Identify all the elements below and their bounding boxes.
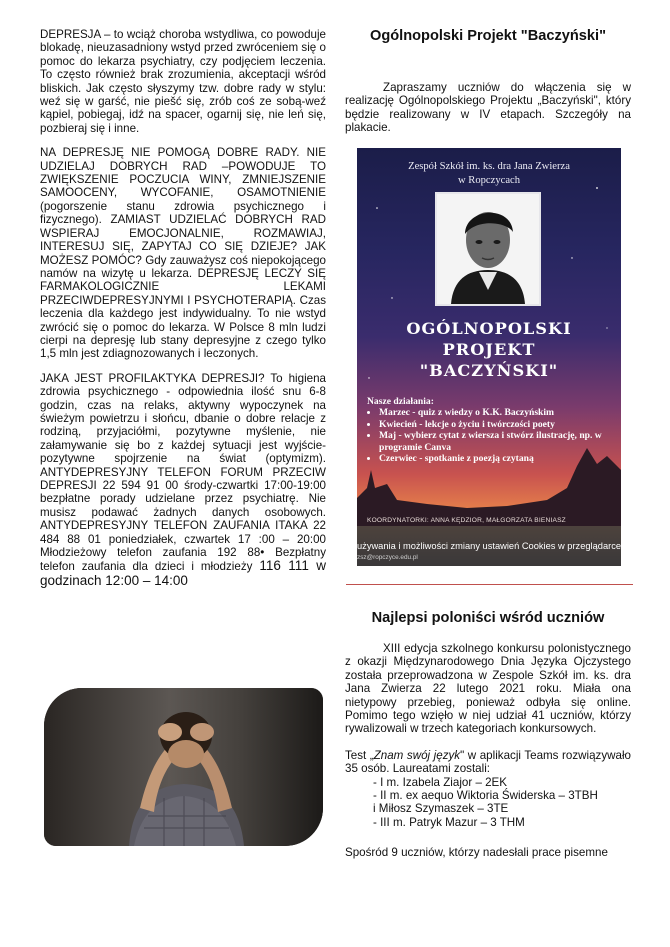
poster-coordinators: KOORDYNATORKI: ANNA KĘDZIOR, MAŁGORZATA BIENIASZ bbox=[367, 517, 566, 524]
depression-paragraph-3 bbox=[40, 372, 326, 589]
test-paragraph: Test „Znam swój język" w aplikacji Teams rozwiązywało 35 osób. Laureatami zostali: bbox=[345, 748, 631, 776]
right-column bbox=[345, 28, 631, 135]
prevention-text: JAKA JEST PROFILAKTYKA DEPRESJI? To higiena zdrowia psychicznego - odpowiednia ilość snu 6-8 godzin, czas na relaks, aktywny wypoczynek na świeżym powietrzu i słońcu, dbanie o dobre relacje z rodziną, przyjaciółmi, pozytywne myślenie, nie załamywanie się bo z każdej sytuacji jest wyjście-pozytywne spojrzenie na świat (optymizm). ANTYDEPRESYJNY TELEFON FORUM PRZECIW DEPRESJI 22 594 91 00 środy-czwartki 17:00-19:00 bezpłatne porady udzielane przez psychiatrę. Nie musisz podawać żadnych danych osobowych. ANTYDEPRESYJNY TELEFON ZAUFANIA ITAKA 22 484 88 01 poniedziałek, czwartek 17 :00 – 20:00 Młodzieżowy telefon zaufania 192 88• Bezpłatny telefon zaufania dla dzieci i młodzieży bbox=[40, 371, 326, 574]
section-divider bbox=[346, 584, 633, 585]
sad-man-photo bbox=[44, 688, 323, 846]
depression-paragraph-1: DEPRESJA – to wciąż choroba wstydliwa, co powoduje blokadę, nieuzasadniony wstyd przed zwróceniem się o pomoc do lekarza psychiatry, czy podjęciem leczenia. To często również brak zrozumienia, akceptacji wśród bliskich. Jak często słyszymy tzw. dobre rady w stylu: weź się w garść, nie piešć się, zrób coś ze sobą-weź kąpiel, pobiegaj, idź na spacer, ogarnij się, nie leń się, pozbieraj się i inne. bbox=[40, 28, 326, 135]
laureate-item: i Miłosz Szymaszek – 3TE bbox=[373, 802, 509, 816]
poster-title: OGÓLNOPOLSKI PROJEKT "BACZYŃSKI" bbox=[406, 319, 572, 380]
sad-man-illustration bbox=[44, 688, 323, 846]
cookie-banner-text: używania i możliwości zmiany ustawień Cookies w przeglądarce bbox=[357, 541, 621, 551]
poet-portrait bbox=[435, 192, 541, 306]
action-item: • Marzec - quiz z wiedzy o K.K. Baczyńskim bbox=[379, 407, 613, 418]
poster-actions bbox=[367, 396, 613, 464]
action-item: • Czerwiec - spotkanie z poezją czytaną bbox=[379, 453, 613, 464]
poster-school-name: Zespół Szkół im. ks. dra Jana Zwierza w Ropczycach bbox=[408, 161, 570, 186]
laureate-item: - III m. Patryk Mazur – 3 THM bbox=[373, 815, 525, 829]
baczynski-project-title: Ogólnopolski Projekt "Baczyński" bbox=[369, 28, 607, 44]
cookie-banner-email: zsz@ropczyce.edu.pl bbox=[357, 554, 418, 561]
baczynski-poster bbox=[357, 148, 621, 566]
left-column bbox=[40, 28, 326, 588]
test-name: Znam swój język bbox=[373, 748, 461, 762]
contest-paragraph: XIII edycja szkolnego konkursu polonistycznego z okazji Międzynarodowego Dnia Języka Ojczystego została przeprowadzona w Zespole Szkół im. ks. dra Jana Zwierza 22 lutego 2021 roku. Miała ona nietypowy przebieg, ponieważ odbyła się online. Pomimo tego wzięło w niej udział 41 uczniów, którzy rywalizowali w trzech kategoriach konkursowych. bbox=[345, 642, 631, 736]
cookie-banner[interactable] bbox=[357, 526, 621, 566]
laureate-item: - I m. Izabela Ziajor – 2EK bbox=[373, 775, 508, 789]
helpline-hours: 116 111 w godzinach 12:00 – 14:00 bbox=[40, 558, 327, 588]
action-item: • Maj - wybierz cytat z wiersza i stwórz ilustrację, np. w programie Canva bbox=[379, 430, 613, 453]
depression-paragraph-2: NA DEPRESJĘ NIE POMOGĄ DOBRE RADY. NIE UDZIELAJ DOBRYCH RAD –POWODUJE TO ZWIĘKSZENIE POCZUCIA WINY, ZMNIEJSZENIE SAMOOCENY, WYCOFANIE, OSAMOTNIENIE (pogorszenie stanu zdrowia psychicznego i fizycznego). ZAMIAST UDZIELAĆ DOBRYCH RAD WSPIERAJ EMOCJONALNIE, ROZMAWIAJ, INTERESUJ SIĘ, ZAPYTAJ CO SIĘ DZIEJE? JAK MOŻESZ POMÓC? Gdy zauważysz coś niepokojącego namów na wizytę u lekarza. DEPRESJĘ LECZY SIĘ FARMAKOLOGICZNIE LEKAMI PRZECIWDEPRESYJNYMI I PSYCHOTERAPIĄ. Czas leczenia dla każdego jest indywidualny. To nie wstyd zwrócić się o pomoc do lekarza. W Polsce 8 mln ludzi cierpi na depresję lub stany depresyjne z czego tylko 1,5 mln jest zdiagnozowanych i leczonych. bbox=[40, 146, 326, 361]
contest-section bbox=[345, 610, 631, 860]
portrait-illustration bbox=[437, 194, 539, 304]
action-item: • Kwiecień - lekcje o życiu i twórczości poety bbox=[379, 419, 613, 430]
laureates-list bbox=[345, 776, 631, 830]
laureate-item: - II m. ex aequo Wiktoria Świderska – 3TBH bbox=[373, 789, 598, 803]
actions-heading: Nasze działania: bbox=[367, 396, 434, 407]
actions-list bbox=[367, 407, 613, 464]
contest-title: Najlepsi poloniści wśród uczniów bbox=[371, 610, 605, 626]
closing-paragraph: Spośród 9 uczniów, którzy nadesłali prace pisemne bbox=[345, 846, 608, 860]
baczynski-intro: Zapraszamy uczniów do włączenia się w realizację Ogólnopolskiego Projektu „Baczyński", który będzie realizowany w IV etapach. Szczegóły na plakacie. bbox=[345, 81, 631, 135]
